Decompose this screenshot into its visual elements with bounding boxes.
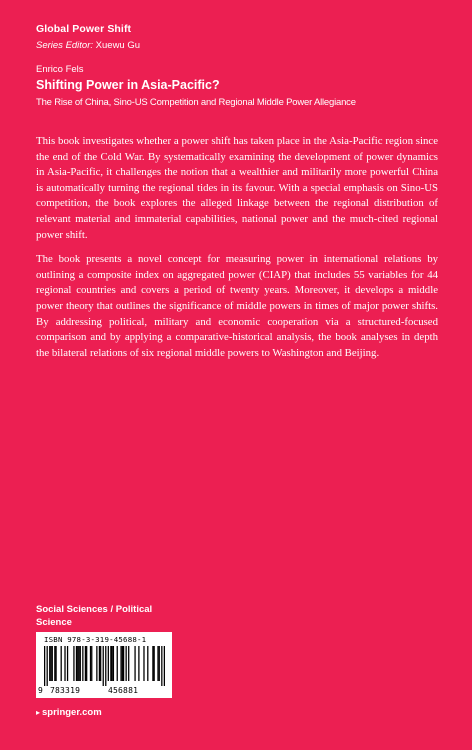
barcode-bar	[64, 646, 65, 681]
book-subtitle: The Rise of China, Sino-US Competition and Regional Middle Power Allegiance	[36, 97, 356, 108]
barcode-bar	[90, 646, 91, 681]
barcode-bar	[61, 646, 62, 681]
barcode-bar	[138, 646, 139, 681]
barcode-bar	[50, 646, 51, 681]
barcode-first-digit: 9	[38, 686, 44, 695]
series-editor-label: Series Editor:	[36, 40, 94, 51]
barcode-bar	[52, 646, 53, 681]
barcode-bar	[164, 646, 165, 686]
barcode-bar	[152, 646, 153, 681]
series-editor-name: Xuewu Gu	[95, 40, 141, 51]
barcode-bar	[105, 646, 106, 686]
barcode-bar	[134, 646, 135, 681]
barcode-bar	[113, 646, 114, 681]
author-name: Enrico Fels	[36, 64, 84, 75]
series-title: Global Power Shift	[36, 23, 132, 35]
barcode-bar	[85, 646, 86, 681]
barcode-bar	[86, 646, 87, 681]
barcode-bar	[122, 646, 123, 681]
barcode-bar	[126, 646, 127, 681]
barcode-bar	[67, 646, 68, 681]
arrow-right-icon: ▸	[36, 708, 41, 717]
barcode-bar	[123, 646, 124, 681]
description-paragraph: This book investigates whether a power shift has taken place in the Asia-Pacific region since the end of the Cold War. By systematically examining the development of power dynamics in Asia-Pacific, it challenges the notion that a wealthier and militarily more powerful China is automatically turning the regional tides in its favour. With a special emphasis on Sino-US competition, the book explores the alleged linkage between the regional distribution of relevant material and immaterial capabilities, national power and the much-cited regional power shift.	[36, 135, 438, 241]
book-description	[36, 134, 438, 370]
barcode-bar	[110, 646, 111, 681]
series-editor	[36, 40, 140, 51]
barcode-bar	[108, 646, 109, 681]
isbn-label: ISBN 978-3-319-45688-1	[44, 635, 147, 644]
barcode-left-digits: 783319	[50, 686, 81, 695]
barcode-bar	[117, 646, 118, 681]
description-paragraph: The book presents a novel concept for measuring power in international relations by outlining a composite index on aggregated power (CIAP) that includes 55 variables for 44 regional countries and covers a period of twenty years. Moreover, it develops a middle power theory that outlines the significance of middle powers in times of major power shifts. By addressing political, military and economic cooperation via a structured-focused comparison and by applying a comparative-historical analysis, the book analyses in depth the bilateral relations of six regional middle powers to Washington and Beijing.	[36, 253, 438, 359]
barcode-bar	[73, 646, 74, 681]
barcode-bar	[128, 646, 129, 681]
barcode-bar	[47, 646, 48, 686]
barcode-right-digits: 456881	[108, 686, 139, 695]
barcode-bar	[82, 646, 83, 681]
barcode-bar	[100, 646, 101, 681]
barcode-bar	[99, 646, 100, 681]
barcode-bar	[159, 646, 160, 681]
subject-category: Social Sciences / Political Science	[36, 604, 153, 628]
isbn-barcode	[36, 632, 172, 698]
barcode-bar	[103, 646, 104, 686]
barcode-bar	[77, 646, 78, 681]
barcode-bar	[55, 646, 56, 681]
barcode-bar	[96, 646, 97, 681]
barcode-bar	[120, 646, 121, 681]
barcode-bar	[54, 646, 55, 681]
barcode-bar	[161, 646, 162, 686]
barcode-bars	[44, 646, 165, 686]
barcode-bar	[112, 646, 113, 681]
barcode-bar	[44, 646, 45, 686]
barcode-bar	[78, 646, 79, 681]
book-title: Shifting Power in Asia-Pacific?	[36, 78, 220, 92]
barcode-bar	[154, 646, 155, 681]
barcode-bar	[143, 646, 144, 681]
barcode-bar	[76, 646, 77, 681]
barcode-bar	[80, 646, 81, 681]
barcode-bar	[157, 646, 158, 681]
website-text: springer.com	[42, 707, 102, 718]
barcode-bar	[49, 646, 50, 681]
barcode-bar	[147, 646, 148, 681]
barcode-bar	[91, 646, 92, 681]
publisher-website[interactable]	[36, 707, 102, 718]
